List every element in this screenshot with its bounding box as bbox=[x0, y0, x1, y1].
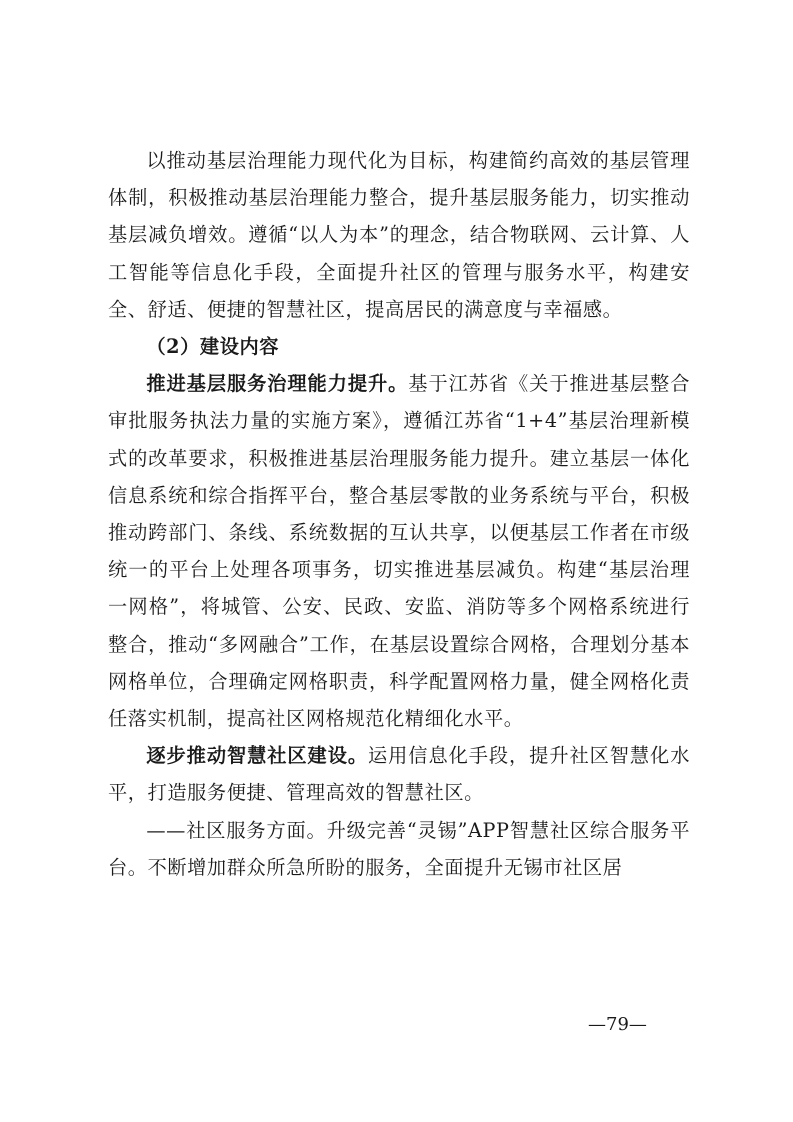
body-text bbox=[108, 142, 690, 886]
paragraph-goal: 以推动基层治理能力现代化为目标，构建简约高效的基层管理体制，积极推动基层治理能力整合，提升基层服务能力，切实推动基层减负增效。遵循“以人为本”的理念，结合物联网、云计算、人工智能等信息化手段，全面提升社区的管理与服务水平，构建安全、舒适、便捷的智慧社区，提高居民的满意度与幸福感。 bbox=[108, 149, 690, 321]
paragraph-lead: 逐步推动智慧社区建设。 bbox=[146, 744, 368, 768]
paragraph-grassroots-governance bbox=[108, 365, 690, 737]
paragraph-body: 运用信息化手段，提升社区智慧化水平，打造服务便捷、管理高效的智慧社区。 bbox=[108, 744, 690, 805]
section-heading: （2）建设内容 bbox=[146, 335, 280, 359]
paragraph-smart-community bbox=[108, 737, 690, 811]
page-number: —79— bbox=[588, 1014, 647, 1035]
paragraph-body: 基于江苏省《关于推进基层整合审批服务执法力量的实施方案》，遵循江苏省“1+4”基层治理新模式的改革要求，积极推进基层治理服务能力提升。建立基层一体化信息系统和综合指挥平台，整合基层零散的业务系统与平台，积极推动跨部门、条线、系统数据的互认共享，以便基层工作者在市级统一的平台上处理各项事务，切实推进基层减负。构建“基层治理一网格”，将城管、公安、民政、安监、消防等多个网格系统进行整合，推动“多网融合”工作，在基层设置综合网格，合理划分基本网格单位，合理确定网格职责，科学配置网格力量，健全网格化责任落实机制，提高社区网格规范化精细化水平。 bbox=[108, 372, 690, 731]
paragraph-lead: 推进基层服务治理能力提升。 bbox=[146, 372, 409, 396]
paragraph-community-service: ——社区服务方面。升级完善“灵锡”APP智慧社区综合服务平台。不断增加群众所急所盼的服务，全面提升无锡市社区居 bbox=[108, 818, 690, 879]
